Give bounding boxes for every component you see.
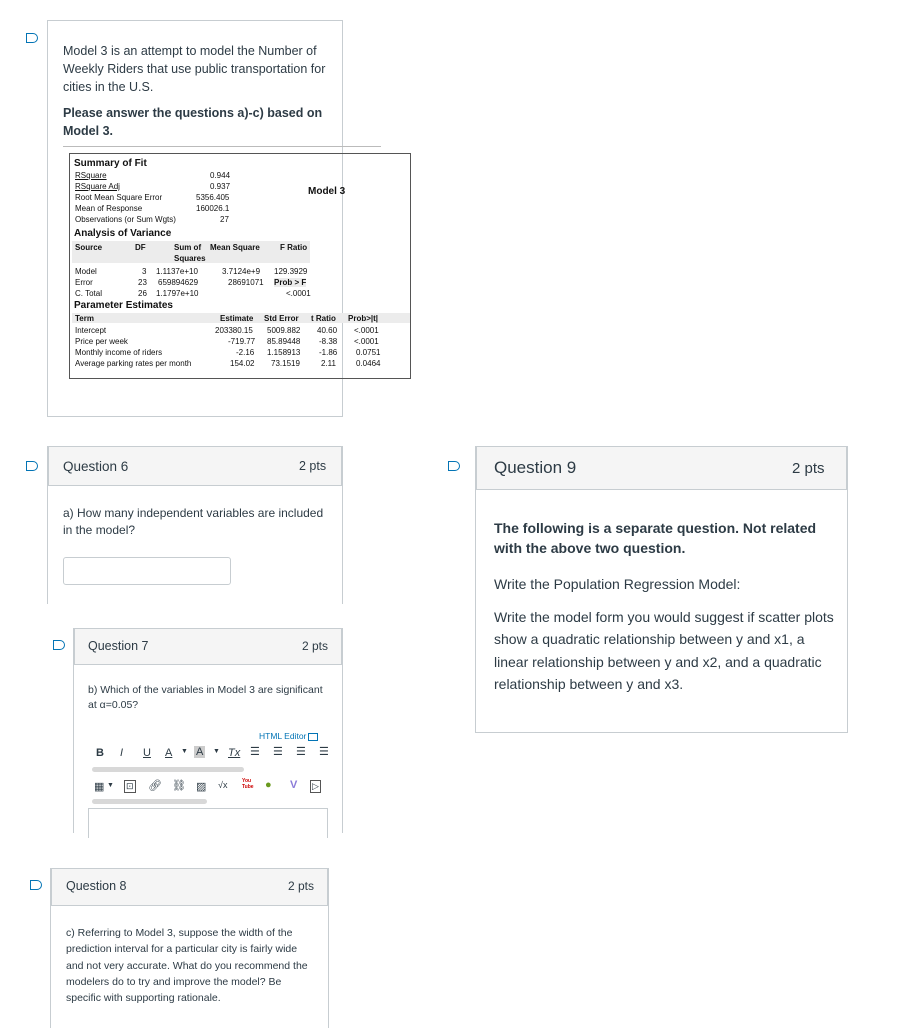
chevron-down-icon[interactable]: ▼ bbox=[181, 748, 188, 755]
intro-text-1: Model 3 is an attempt to model the Number of Weekly Riders that use public transportation for cities in the U.S. bbox=[63, 44, 326, 95]
answer-input[interactable] bbox=[63, 557, 231, 585]
question-points: 2 pts bbox=[792, 460, 825, 477]
divider bbox=[63, 146, 381, 147]
bold-button[interactable]: B bbox=[96, 747, 104, 759]
font-color-button[interactable]: A bbox=[165, 747, 173, 759]
flag-icon[interactable] bbox=[26, 461, 38, 471]
anova-title: Analysis of Variance bbox=[74, 228, 172, 239]
chevron-down-icon[interactable]: ▼ bbox=[213, 748, 220, 755]
underline-button[interactable]: U bbox=[143, 747, 151, 759]
toolbar-scrollbar[interactable] bbox=[92, 767, 244, 772]
question-title: Question 9 bbox=[494, 458, 577, 477]
flag-icon[interactable] bbox=[30, 880, 42, 890]
question-text: c) Referring to Model 3, suppose the width of the prediction interval for a particular city is fairly wide and not very accurate. What do you recommend the modelers do to try and improve the model? Be specific with supporting rationale. bbox=[66, 927, 308, 1005]
link-icon[interactable]: 🔗︎ bbox=[148, 780, 162, 792]
chevron-down-icon[interactable]: ▼ bbox=[107, 782, 114, 789]
editor-textarea[interactable] bbox=[88, 808, 328, 838]
toolbar-scrollbar[interactable] bbox=[92, 799, 207, 804]
clear-formatting-button[interactable]: Tx bbox=[228, 747, 241, 759]
table-icon[interactable]: ▦ bbox=[94, 781, 105, 793]
embed-icon[interactable]: ⊡ bbox=[126, 781, 134, 791]
background-color-button[interactable]: A bbox=[196, 746, 204, 758]
question-points: 2 pts bbox=[288, 879, 315, 893]
html-editor-link[interactable]: HTML Editor bbox=[259, 731, 318, 741]
question-title: Question 8 bbox=[66, 879, 127, 893]
question-points: 2 pts bbox=[299, 459, 327, 473]
leaf-icon[interactable]: ● bbox=[265, 779, 272, 791]
keyboard-icon bbox=[308, 733, 318, 741]
youtube-icon[interactable]: You Tube bbox=[242, 778, 254, 790]
image-icon[interactable]: ▨ bbox=[196, 781, 207, 793]
intro-text-2: Please answer the questions a)-c) based on Model 3. bbox=[63, 106, 323, 139]
summary-title: Summary of Fit bbox=[74, 158, 147, 169]
equation-button[interactable]: √x bbox=[218, 780, 228, 790]
justify-icon[interactable]: ☰ bbox=[319, 746, 329, 758]
question-text: Write the model form you would suggest if scatter plots show a quadratic relationship between y and x1, a linear relationship between y and x2, and a quadratic relationship between y and x3. bbox=[494, 609, 834, 693]
unlink-icon[interactable]: ⛓︎ bbox=[172, 780, 186, 792]
media-icon[interactable]: ▷ bbox=[312, 781, 319, 791]
question-title: Question 7 bbox=[88, 639, 149, 653]
v-icon[interactable]: V bbox=[290, 779, 298, 791]
jmp-output-table: Model 3 Summary of Fit RSquare 0.944 RSquare Adj 0.937 Root Mean Square Error 5356.405 Mean of Response 160026.1 Observations (or Sum Wgts) 27 Analysis of Variance Source DF Sum of Squares Mean Square F Ratio Model 3 1.1137e+10 3.7124e+9 129.3929 Error 23 659894629 28691071 Prob > F C. Total 26 1.1797e+10 <.0001 Parameter Estimates Term Estimate Std Error t Ratio Prob>|t| Intercept 203380.15 5009.882 40.60 <.0001 Price per week -719.77 85.89448 -8.38 <.0001 Monthly income of riders -2.16 1.158913 -1.86 0.0751 Average parking rates per month 154.02 73.1519 2.11 0.0464 bbox=[69, 153, 411, 379]
question-text-bold: The following is a separate question. Not related with the above two question. bbox=[494, 520, 817, 557]
align-center-icon[interactable]: ☰ bbox=[273, 746, 283, 758]
question-text: Write the Population Regression Model: bbox=[494, 576, 741, 592]
flag-icon[interactable] bbox=[448, 461, 460, 471]
param-title: Parameter Estimates bbox=[74, 300, 173, 311]
model-label: Model 3 bbox=[308, 186, 346, 197]
question-points: 2 pts bbox=[302, 639, 329, 653]
flag-icon[interactable] bbox=[53, 640, 65, 650]
align-left-icon[interactable]: ☰ bbox=[250, 746, 260, 758]
align-right-icon[interactable]: ☰ bbox=[296, 746, 306, 758]
italic-button[interactable]: I bbox=[120, 747, 124, 759]
question-text: a) How many independent variables are included in the model? bbox=[63, 506, 324, 538]
question-title: Question 6 bbox=[63, 459, 129, 474]
question-text: b) Which of the variables in Model 3 are significant at α=0.05? bbox=[88, 684, 323, 712]
flag-icon[interactable] bbox=[26, 33, 38, 43]
